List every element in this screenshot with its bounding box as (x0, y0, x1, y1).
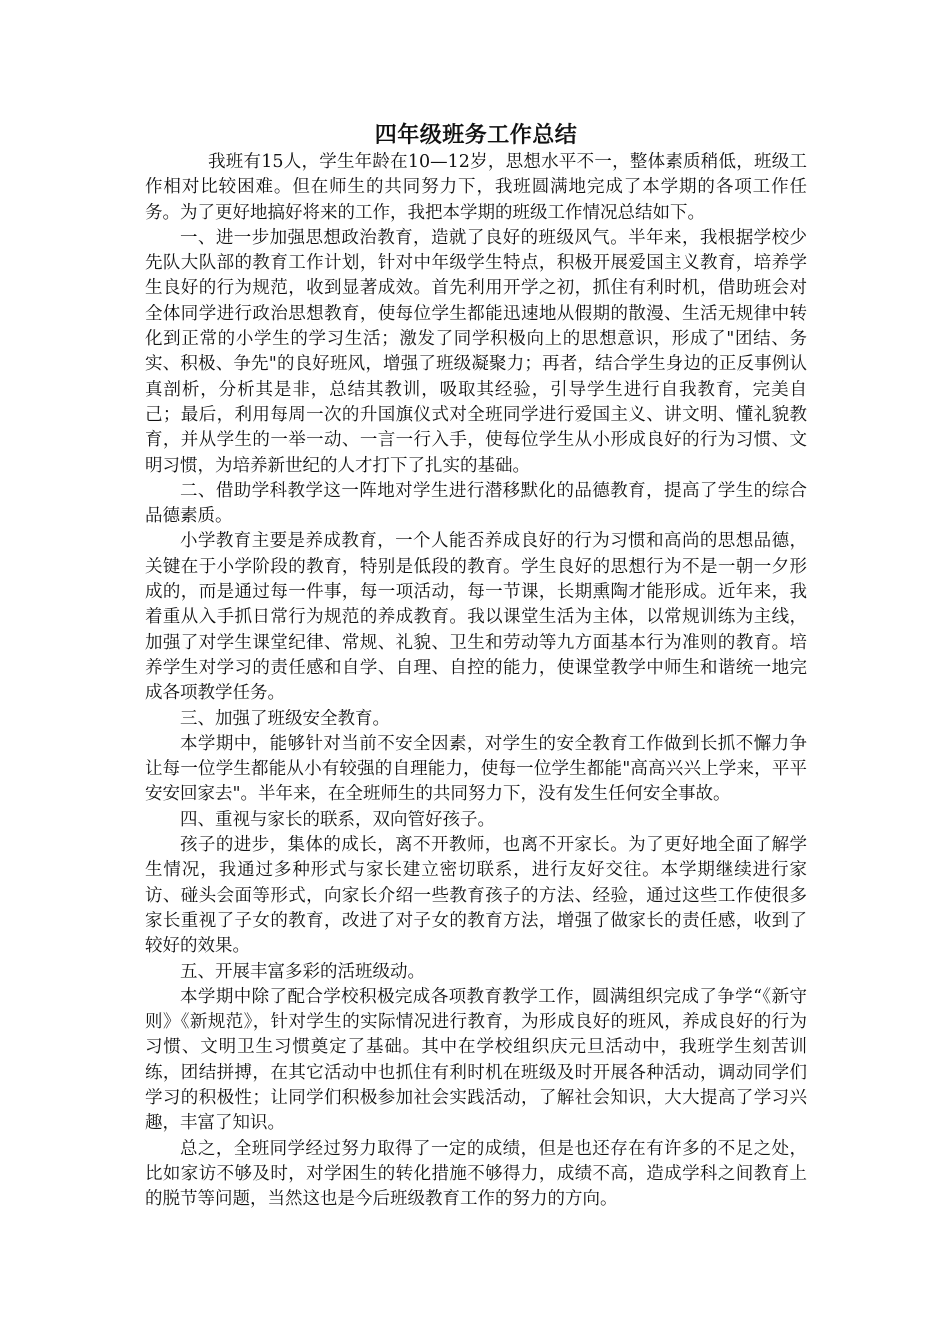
paragraph-section-5: 本学期中除了配合学校积极完成各项教育教学工作，圆满组织完成了争学“《新守则》《新规范》，针对学生的实际情况进行教育，为形成良好的班风，养成良好的行为习惯、文明卫生习惯奠定了基础。其中在学校组织庆元旦活动中，我班学生刻苦训练，团结拼搏，在其它活动中也抓住有利时机在班级及时开展各种活动，调动同学们学习的积极性；让同学们积极参加社会实践活动，了解社会知识，大大提高了学习兴趣，丰富了知识。 (145, 986, 807, 1134)
paragraph-section-3: 本学期中，能够针对当前不安全因素，对学生的安全教育工作做到长抓不懈力争让每一位学生都能从小有较强的自理能力，使每一位学生都能"高高兴兴上学来，平平安安回家去"。半年来，在全班师生的共同努力下，没有发生任何安全事故。 (145, 733, 807, 805)
document-page (145, 118, 807, 1212)
paragraph-section-4: 孩子的进步，集体的成长，离不开教师，也离不开家长。为了更好地全面了解学生情况，我通过多种形式与家长建立密切联系，进行友好交往。本学期继续进行家访、碰头会面等形式，向家长介绍一些教育孩子的方法、经验，通过这些工作使很多家长重视了子女的教育，改进了对子女的教育方法，增强了做家长的责任感，收到了较好的效果。 (145, 835, 807, 957)
paragraph-section-1: 一、进一步加强思想政治教育，造就了良好的班级风气。半年来，我根据学校少先队大队部的教育工作计划，针对中年级学生特点，积极开展爱国主义教育，培养学生良好的行为规范，收到显著成效。首先利用开学之初，抓住有利时机，借助班会对全体同学进行政治思想教育，使每位学生都能迅速地从假期的散漫、生活无规律中转化到正常的小学生的学习生活；激发了同学积极向上的思想意识，形成了"团结、务实、积极、争先"的良好班风，增强了班级凝聚力；再者，结合学生身边的正反事例认真剖析，分析其是非，总结其教训，吸取其经验，引导学生进行自我教育，完美自己；最后，利用每周一次的升国旗仪式对全班同学进行爱国主义、讲文明、懂礼貌教育，并从学生的一举一动、一言一行入手，使每位学生从小形成良好的行为习惯、文明习惯，为培养新世纪的人才打下了扎实的基础。 (145, 227, 807, 476)
paragraph-heading-5: 五、开展丰富多彩的活班级动。 (180, 961, 425, 982)
paragraph-conclusion: 总之，全班同学经过努力取得了一定的成绩，但是也还存在有许多的不足之处，比如家访不够及时，对学困生的转化措施不够得力，成绩不高，造成学科之间教育上的脱节等问题，当然这也是今后班级教育工作的努力的方向。 (145, 1138, 807, 1210)
paragraph-intro: 我班有15人，学生年龄在10—12岁，思想水平不一，整体素质稍低，班级工作相对比较困难。但在师生的共同努力下，我班圆满地完成了本学期的各项工作任务。为了更好地搞好将来的工作，我把本学期的班级工作情况总结如下。 (145, 152, 807, 223)
paragraph-heading-4: 四、重视与家长的联系，双向管好孩子。 (180, 809, 495, 830)
document-title: 四年级班务工作总结 (374, 122, 578, 148)
paragraph-heading-2: 二、借助学科教学这一阵地对学生进行潜移默化的品德教育，提高了学生的综合品德素质。 (145, 480, 807, 527)
paragraph-heading-3: 三、加强了班级安全教育。 (180, 708, 390, 729)
paragraph-section-2: 小学教育主要是养成教育，一个人能否养成良好的行为习惯和高尚的思想品德，关键在于小学阶段的教育，特别是低段的教育。学生良好的思想行为不是一朝一夕形成的，而是通过每一件事，每一项活动，每一节课，长期熏陶才能形成。近年来，我着重从入手抓日常行为规范的养成教育。我以课堂生活为主体，以常规训练为主线，加强了对学生课堂纪律、常规、礼貌、卫生和劳动等九方面基本行为准则的教育。培养学生对学习的责任感和自学、自理、自控的能力，使课堂教学中师生和谐统一地完成各项教学任务。 (145, 531, 807, 704)
